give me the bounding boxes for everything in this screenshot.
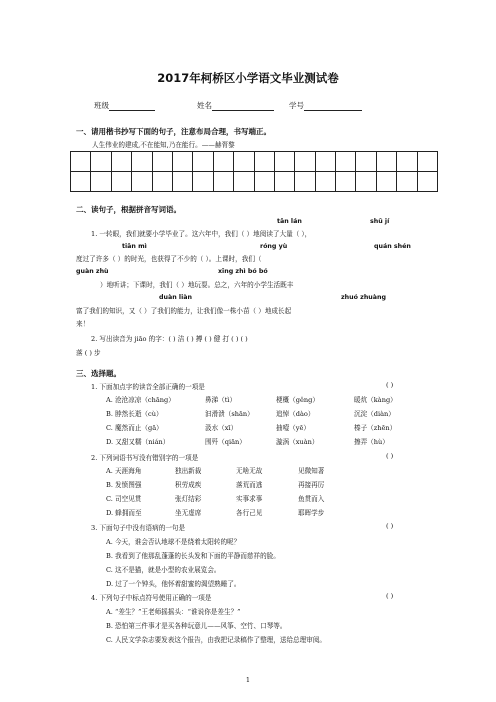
jiao-question: 2. 写出读音为 jiāo 的字：( ) 洁 ( ) 搏 ( ) 健 打 ( ) ( ) bbox=[91, 335, 248, 343]
q2-answer-paren[interactable]: ( ) bbox=[386, 452, 394, 460]
q2-option-a1: A. 天涯海角 bbox=[106, 467, 142, 475]
pinyin-rongyu: róng yù bbox=[260, 243, 288, 250]
pinyin-tianmi: tiān mì bbox=[122, 243, 147, 250]
q1-option-c2: 汲水（xī） bbox=[205, 424, 238, 432]
jiao-question-cont: 落 ( ) 步 bbox=[76, 349, 101, 357]
q1-option-b2: 汩滑溃（shān） bbox=[205, 410, 254, 418]
q2-option-a4: 见微知著 bbox=[298, 467, 325, 475]
q1-option-d2: 围歼（qiān） bbox=[205, 438, 246, 446]
q1-option-b4: 沉淀（diàn） bbox=[354, 410, 395, 418]
q1-option-d3: 漩涡（xuàn） bbox=[276, 438, 319, 446]
q1-option-a1: A. 沧沧凉凉（chāng） bbox=[106, 396, 175, 404]
sentence-line-2: 度过了许多（ ）的时光，也获得了不少的（ ）。上课时，我们（ bbox=[76, 255, 262, 263]
q2-option-a2: 独出新裁 bbox=[175, 467, 202, 475]
name-field bbox=[197, 100, 274, 111]
q4-answer-paren[interactable]: ( ) bbox=[386, 592, 394, 600]
pinyin-tanlan: tān lán bbox=[277, 218, 302, 225]
q4-option-b: B. 恐怕第三件事才是买各种玩意儿——风筝、空竹、口琴等。 bbox=[106, 622, 287, 630]
q3-stem: 3. 下面句子中没有语病的一句是 bbox=[91, 524, 186, 532]
q2-option-b1: B. 发愤图强 bbox=[106, 481, 142, 489]
q1-option-c1: C. 魔然而止（gā） bbox=[106, 424, 163, 432]
pinyin-quanshen: quán shén bbox=[374, 243, 411, 250]
pinyin-guanzhu: guàn zhù bbox=[76, 268, 109, 275]
q2-option-c2: 张灯结彩 bbox=[175, 495, 202, 503]
q1-option-a2: 鼻涕（tì） bbox=[205, 396, 237, 404]
q3-option-d: D. 过了一个钟头，他怀着甜蜜的渴望熟睡了。 bbox=[106, 580, 241, 588]
id-blank[interactable] bbox=[304, 101, 362, 111]
pinyin-xingzhibobo: xīng zhì bó bó bbox=[218, 268, 268, 275]
q2-option-d2: 坐无虚席 bbox=[175, 509, 202, 517]
page-number: 1 bbox=[245, 676, 251, 684]
class-field bbox=[94, 100, 155, 111]
sentence-line-4b: 来！ bbox=[76, 320, 90, 328]
copy-sentence: 人生伟业的建成,不在能知,乃在能行。——赫胥黎 bbox=[92, 141, 235, 149]
grid-row bbox=[71, 152, 438, 172]
q2-option-b3: 落荒而逃 bbox=[236, 481, 263, 489]
q1-option-d4: 擦弄（hù） bbox=[354, 438, 389, 446]
q3-option-b: B. 我看到了他那乱蓬蓬的长头发和下面的平静而慈祥的脸。 bbox=[106, 552, 280, 560]
pinyin-duanlian: duàn liàn bbox=[159, 294, 192, 301]
q3-answer-paren[interactable]: ( ) bbox=[386, 522, 394, 530]
q1-option-a3: 梗概（gěng） bbox=[276, 396, 319, 404]
q2-option-d3: 各行己见 bbox=[236, 509, 263, 517]
q1-option-a4: 暖炕（kàng） bbox=[354, 396, 397, 404]
section1-heading: 一、请用楷书抄写下面的句子，注意布局合理，书写端正。 bbox=[76, 127, 271, 136]
id-field bbox=[289, 100, 362, 111]
name-label: 姓名 bbox=[197, 101, 212, 110]
pinyin-zhuozhuang: zhuó zhuàng bbox=[341, 294, 387, 301]
q4-option-a: A. “差生？”王老师摇摇头：“谁说你是差生？” bbox=[106, 608, 241, 616]
q1-option-c4: 榛子（zhēn） bbox=[354, 424, 397, 432]
q1-option-b1: B. 脖然长逝（cù） bbox=[106, 410, 163, 418]
q4-option-c: C. 人民文学杂志要发表这个报告，由我把记录稿作了整理，送给总理审阅。 bbox=[106, 636, 327, 644]
pinyin-shuji: shū jí bbox=[370, 218, 390, 225]
sentence-line-3: ）地听讲；下课时，我们（ ）地玩耍。总之，六年的小学生活既丰 bbox=[100, 281, 294, 289]
grid-row bbox=[71, 172, 438, 192]
section2-heading: 二、读句子，根据拼音写词语。 bbox=[76, 205, 181, 214]
section3-heading: 三、选择题。 bbox=[76, 369, 121, 378]
q1-option-b3: 追悼（dào） bbox=[276, 410, 315, 418]
q2-option-d4: 耶晖学步 bbox=[298, 509, 325, 517]
q3-option-c: C. 这不是猫，就是小型的农业展览会。 bbox=[106, 566, 221, 574]
sentence-line-1: 1. 一转眼，我们就要小学毕业了。这六年中，我们（ ）地阅读了大量（ ）， bbox=[91, 230, 312, 238]
q2-option-c4: 鱼贯而入 bbox=[298, 495, 325, 503]
q2-option-a3: 无啥无故 bbox=[236, 467, 263, 475]
class-label: 班级 bbox=[94, 101, 109, 110]
q2-stem: 2. 下列词语书写没有错别字的一项是 bbox=[91, 454, 199, 462]
q3-option-a: A. 今天，谁会否认地球不是绕着太阳转的呢？ bbox=[106, 538, 241, 546]
q4-stem: 4. 下列句子中标点符号使用正确的一项是 bbox=[91, 594, 212, 602]
q1-answer-paren[interactable]: ( ) bbox=[386, 381, 394, 389]
q2-option-c3: 实事求事 bbox=[236, 495, 263, 503]
page-title: 2017年柯桥区小学语文毕业测试卷 bbox=[157, 71, 339, 85]
q2-option-b4: 再接再厉 bbox=[298, 481, 325, 489]
q1-option-d1: D. 又甜又糯（nián） bbox=[106, 438, 170, 446]
sentence-line-4: 富了我们的知识，又（ ）了我们的能力，让我们像一株小苗（ ）地成长起 bbox=[76, 307, 292, 315]
writing-grid[interactable] bbox=[70, 151, 438, 192]
q2-option-c1: C. 司空见贯 bbox=[106, 495, 142, 503]
q1-option-c3: 抽噎（yē） bbox=[276, 424, 311, 432]
name-blank[interactable] bbox=[212, 101, 274, 111]
id-label: 学号 bbox=[289, 101, 304, 110]
q2-option-d1: D. 蜂拥而至 bbox=[106, 509, 142, 517]
class-blank[interactable] bbox=[109, 101, 155, 111]
q2-option-b2: 积劳成疾 bbox=[175, 481, 202, 489]
q1-stem: 1. 下面加点字的读音全部正确的一项是 bbox=[91, 383, 205, 391]
